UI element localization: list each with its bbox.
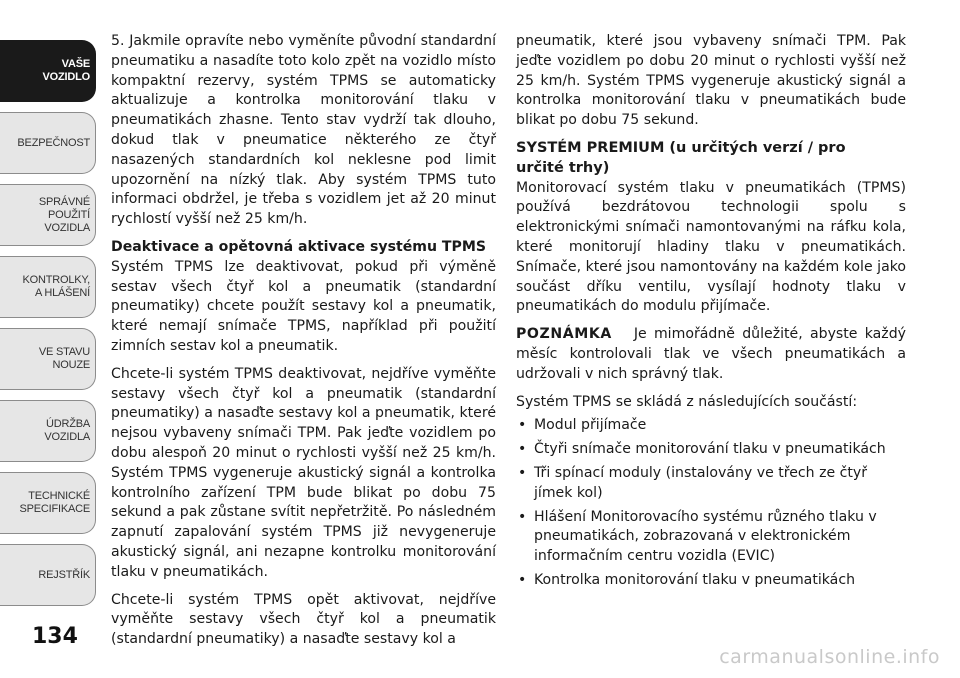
paragraph-premium-description: Monitorovací systém tlaku v pneumatikách (TPMS) používá bezdrátovou technologii spolu s elektronickými snímači namontovanými na ráfku kola, které monitorují hladiny tlaku v pneumatikách. Snímače, které jsou namontovány na každém kole jako součást dříku ventilu, vysílají hodnoty tlaku v pneumatikách do modulu přijímače.: [516, 179, 906, 315]
watermark: carmanualsonline.info: [719, 646, 940, 668]
paragraph-components-intro: Systém TPMS se skládá z následujících součástí:: [516, 393, 858, 410]
paragraph-deactivation-steps: Chcete-li systém TPMS deaktivovat, nejdříve vyměňte sestavy všech čtyř kol a pneumatik (standardní pneumatiky) a nasaďte sestavy kol a pneumatik, které nejsou vybaveny snímači TPM. Pak jeďte vozidlem po dobu alespoň 20 minut o rychlosti vyšší než 25 km/h. Systém TPMS vygeneruje akustický signál a kontrolka kontrolního zařízení TPM bude blikat po dobu 75 sekund a pak zůstane svítit nepřetržitě. Po následném zapnutí zapalování systém TPMS již nevygeneruje akustický signál, ani nezapne kontrolku monitorování tlaku v pneumatikách.: [111, 365, 496, 580]
chapter-sidebar: [0, 0, 100, 678]
note-label: POZNÁMKA: [516, 326, 612, 343]
section-heading-premium-line1: SYSTÉM PREMIUM (u určitých verzí / pro: [516, 139, 846, 156]
left-text-column: [111, 32, 496, 658]
list-item: • Hlášení Monitorovacího systému různého tlaku v pneumatikách, zobrazovaná v elektronickém informačním centru vozidla (EVIC): [516, 508, 906, 567]
tab-spravne-pouziti-vozidla[interactable]: SPRÁVNÉ POUŽITÍ VOZIDLA: [0, 184, 96, 246]
paragraph-reactivation-steps: Chcete-li systém TPMS opět aktivovat, nejdříve vyměňte sestavy všech čtyř kol a pneumatik (standardní pneumatiky) a nasaďte sestavy kol a: [111, 591, 496, 648]
list-item: • Kontrolka monitorování tlaku v pneumatikách: [516, 571, 906, 591]
right-text-column: [516, 32, 906, 595]
tab-bezpecnost[interactable]: BEZPEČNOST: [0, 112, 96, 174]
note-block: [516, 325, 906, 384]
tab-rejstrik[interactable]: REJSTŘÍK: [0, 544, 96, 606]
paragraph-reactivation-continued: pneumatik, které jsou vybaveny snímači TPM. Pak jeďte vozidlem po dobu 20 minut o rychlosti vyšší než 25 km/h. Systém TPMS vygeneruje akustický signál a kontrolka monitorování tlaku v pneumatikách bude blikat po dobu 75 sekund.: [516, 33, 906, 129]
components-list: [516, 416, 906, 590]
paragraph-step-5: 5. Jakmile opravíte nebo vyměníte původní standardní pneumatiku a nasadíte toto kolo zpět na vozidlo místo kompaktní rezervy, systém TPMS se automaticky aktualizuje a kontrolka monitorování tlaku v pneumatikách zhasne. Tento stav vydrží tak dlouho, dokud tlak v pneumatice některého ze čtyř nasazených standardních kol neklesne pod limit upozornění na nízký tlak. Aby systém TPMS tuto informaci obdržel, je třeba s vozidlem jet až 20 minut rychlostí vyšší než 25 km/h.: [111, 33, 496, 228]
section-heading-deactivation: Deaktivace a opětovná aktivace systému TPMS: [111, 238, 487, 255]
note-text: Je mimořádně důležité, abyste každý měsíc kontrolovali tlak ve všech pneumatikách a udržovali v nich správný tlak.: [516, 326, 906, 382]
section-heading-premium-line2: určité trhy): [516, 159, 610, 176]
tab-vase-vozidlo[interactable]: VAŠE VOZIDLO: [0, 40, 96, 102]
tab-kontrolky-a-hlaseni[interactable]: KONTROLKY, A HLÁŠENÍ: [0, 256, 96, 318]
paragraph-deactivation-intro: Systém TPMS lze deaktivovat, pokud při výměně sestav všech čtyř kol a pneumatik (standardní pneumatiky) chcete použít sestavy kol a pneumatik, které nemají snímače TPMS, například při použití zimních sestav kol a pneumatik.: [111, 258, 496, 354]
tab-technicke-specifikace[interactable]: TECHNICKÉ SPECIFIKACE: [0, 472, 96, 534]
list-item: • Tři spínací moduly (instalovány ve třech ze čtyř jímek kol): [516, 464, 906, 504]
page-number: 134: [32, 624, 78, 649]
list-item: • Čtyři snímače monitorování tlaku v pneumatikách: [516, 440, 906, 460]
tab-udrzba-vozidla[interactable]: ÚDRŽBA VOZIDLA: [0, 400, 96, 462]
list-item: • Modul přijímače: [516, 416, 906, 436]
tab-ve-stavu-nouze[interactable]: VE STAVU NOUZE: [0, 328, 96, 390]
